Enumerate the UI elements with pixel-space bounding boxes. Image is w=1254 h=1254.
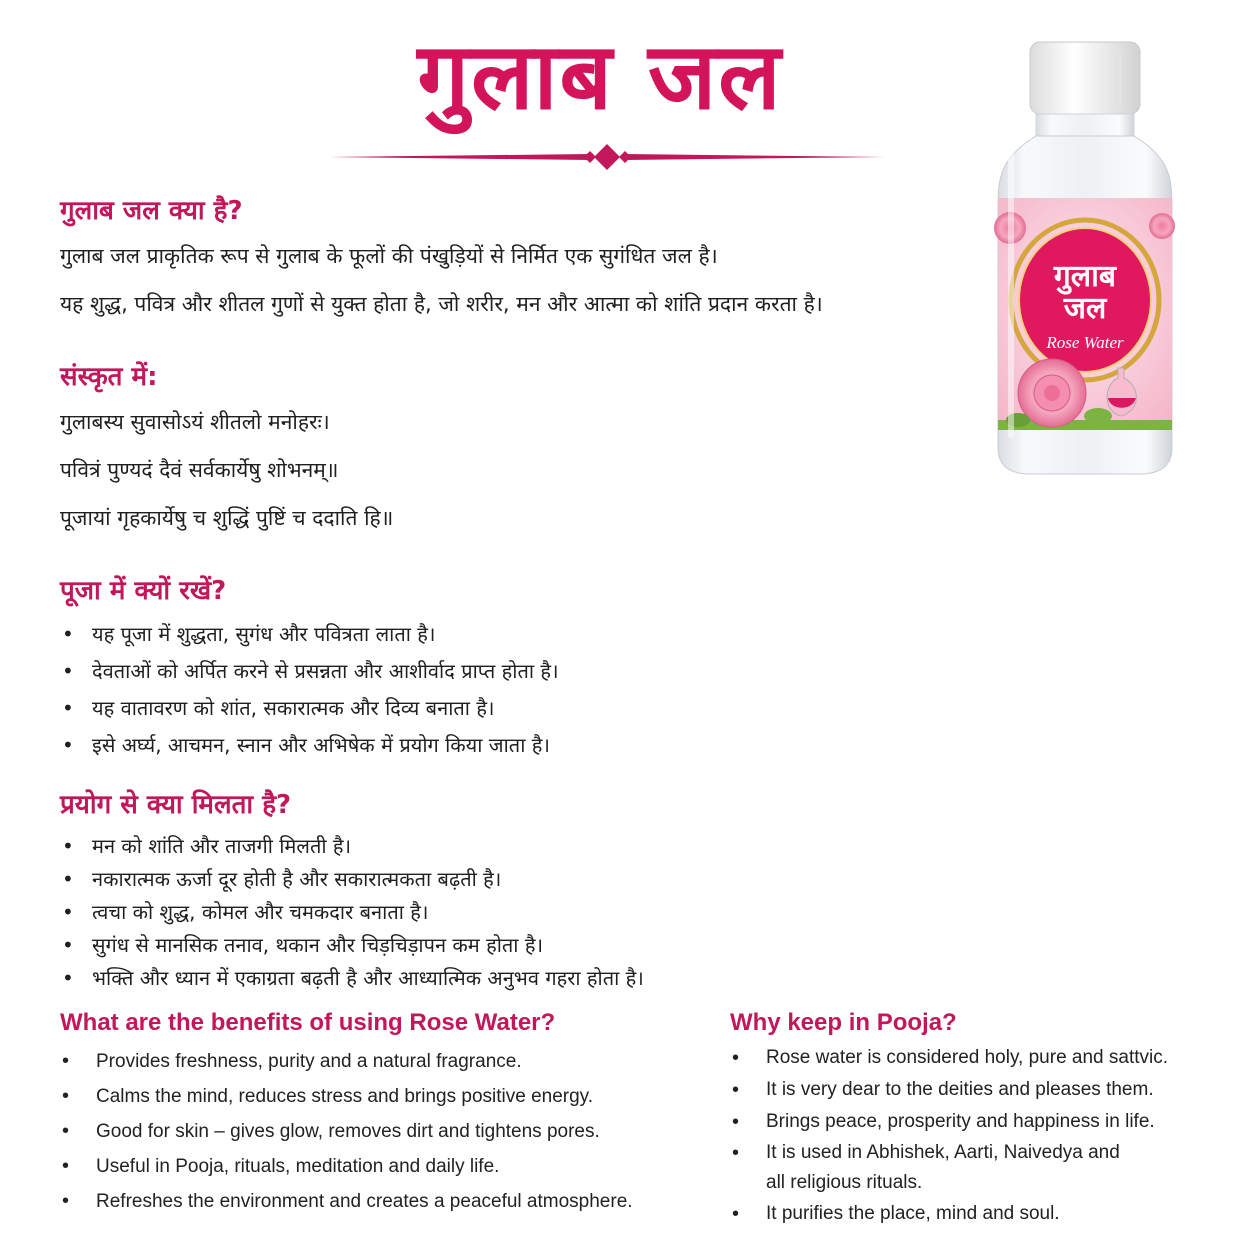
list-item: • Good for skin – gives glow, removes dirt and tightens pores.: [60, 1114, 710, 1149]
sanskrit-section: [60, 360, 960, 542]
bottle-label-line2: जल: [1063, 291, 1107, 326]
list-item: • देवताओं को अर्पित करने से प्रसन्नता और आशीर्वाद प्राप्त होता है।: [60, 653, 960, 690]
list-item: • Rose water is considered holy, pure and sattvic.: [730, 1042, 1200, 1074]
list-item: • Provides freshness, purity and a natural fragrance.: [60, 1044, 710, 1079]
why-pooja-hi-section: [60, 574, 960, 764]
sanskrit-line-2: पवित्रं पुण्यदं दैवं सर्वकार्येषु शोभनम्॥: [60, 458, 339, 482]
list-item: • इसे अर्घ्य, आचमन, स्नान और अभिषेक में प्रयोग किया जाता है।: [60, 727, 960, 764]
benefits-hi-section: [60, 788, 960, 995]
what-is-line-2: यह शुद्ध, पवित्र और शीतल गुणों से युक्त होता है, जो शरीर, मन और आत्मा को शांति प्रदान करता है।: [60, 292, 823, 316]
list-item: • त्वचा को शुद्ध, कोमल और चमकदार बनाता है।: [60, 896, 960, 929]
page-title: गुलाब जल: [417, 23, 783, 130]
what-is-section: [60, 194, 960, 328]
list-item: • सुगंध से मानसिक तनाव, थकान और चिड़चिड़ापन कम होता है।: [60, 929, 960, 962]
why-pooja-en-section: [730, 1008, 1200, 1230]
benefits-hi-heading: प्रयोग से क्या मिलता है?: [60, 790, 292, 820]
list-item: • मन को शांति और ताजगी मिलती है।: [60, 830, 960, 863]
sanskrit-line-1: गुलाबस्य सुवासोऽयं शीतलो मनोहरः।: [60, 410, 330, 434]
list-item: • नकारात्मक ऊर्जा दूर होती है और सकारात्मकता बढ़ती है।: [60, 863, 960, 896]
benefits-en-section: [60, 1008, 710, 1219]
bottle-label-line1: गुलाब: [1053, 259, 1117, 294]
list-item: • Refreshes the environment and creates a peaceful atmosphere.: [60, 1184, 710, 1219]
bottle-label-line3: Rose Water: [1046, 333, 1124, 352]
what-is-heading: गुलाब जल क्या है?: [60, 196, 243, 226]
list-item: • It is used in Abhishek, Aarti, Naivedya and all religious rituals.: [730, 1138, 1200, 1198]
sanskrit-heading: संस्कृत में:: [60, 362, 158, 392]
list-item: • भक्ति और ध्यान में एकाग्रता बढ़ती है और आध्यात्मिक अनुभव गहरा होता है।: [60, 962, 960, 995]
rose-water-bottle-image: [990, 38, 1180, 478]
why-pooja-en-heading: Why keep in Pooja?: [730, 1009, 957, 1036]
list-item: • It is very dear to the deities and pleases them.: [730, 1074, 1200, 1106]
why-pooja-hi-heading: पूजा में क्यों रखें?: [60, 576, 227, 606]
list-item: • Calms the mind, reduces stress and brings positive energy.: [60, 1079, 710, 1114]
list-item: • It purifies the place, mind and soul.: [730, 1198, 1200, 1230]
sanskrit-line-3: पूजायां गृहकार्येषु च शुद्धिं पुष्टिं च ददाति हि॥: [60, 506, 394, 530]
list-item: • यह वातावरण को शांत, सकारात्मक और दिव्य बनाता है।: [60, 690, 960, 727]
list-item: • Brings peace, prosperity and happiness in life.: [730, 1106, 1200, 1138]
benefits-en-heading: What are the benefits of using Rose Water?: [60, 1009, 556, 1036]
list-item: • यह पूजा में शुद्धता, सुगंध और पवित्रता लाता है।: [60, 616, 960, 653]
title-divider: [330, 142, 885, 172]
list-item: • Useful in Pooja, rituals, meditation and daily life.: [60, 1149, 710, 1184]
what-is-line-1: गुलाब जल प्राकृतिक रूप से गुलाब के फूलों की पंखुड़ियों से निर्मित एक सुगंधित जल है।: [60, 244, 718, 268]
